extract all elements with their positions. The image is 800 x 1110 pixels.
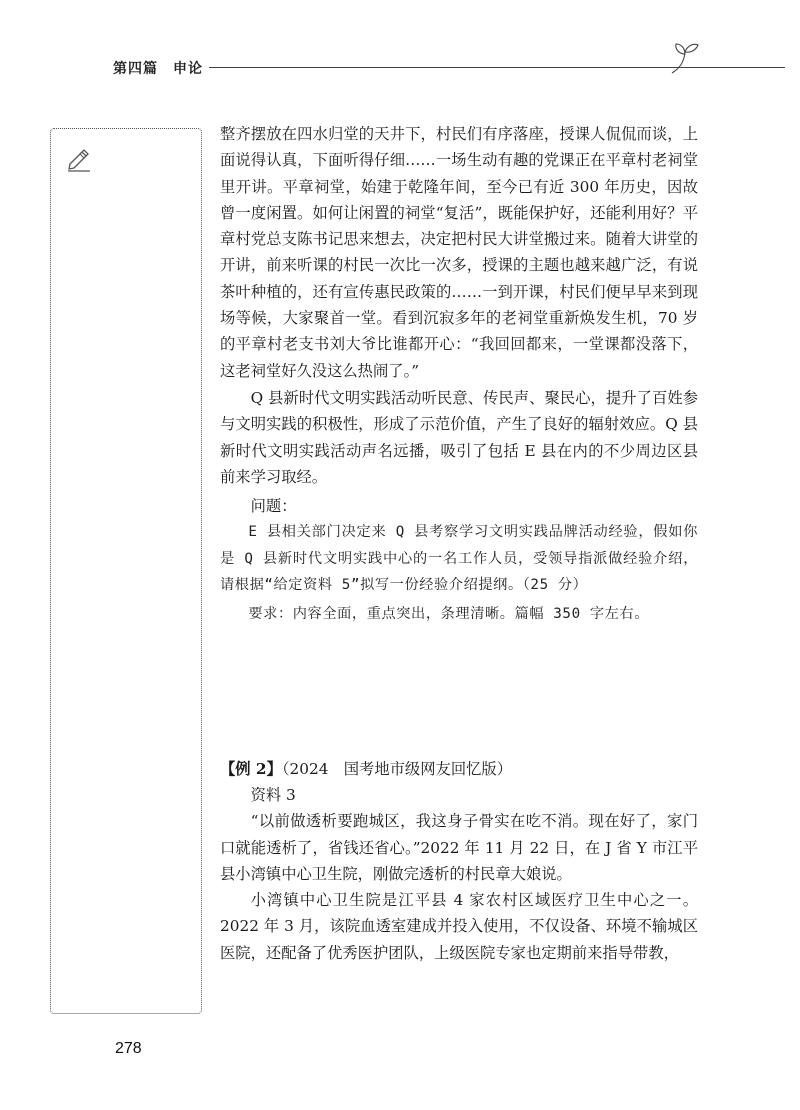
notes-sidebar bbox=[50, 128, 202, 1014]
sprout-icon bbox=[670, 40, 700, 74]
page-number: 278 bbox=[115, 1040, 142, 1057]
pencil-icon bbox=[65, 145, 93, 173]
chapter-title: 第四篇 申论 bbox=[113, 61, 203, 77]
running-header bbox=[113, 58, 713, 82]
paragraph-q-county: Q 县新时代文明实践活动听民意、传民声、聚民心，提升了百姓参与文明实践的积极性，形成了示范价值，产生了良好的辐射效应。Q 县新时代文明实践活动声名远播，吸引了包括 E 县在内的不少周边区县前来学习取经。 bbox=[220, 388, 698, 486]
question-text: E 县相关部门决定来 Q 县考察学习文明实践品牌活动经验，假如你是 Q 县新时代文明实践中心的一名工作人员，受领导指派做经验介绍，请根据“给定资料 5”拟写一份经验介绍提纲。（25 分） bbox=[220, 524, 698, 594]
paragraph-continued: 整齐摆放在四水归堂的天井下，村民们有序落座，授课人侃侃而谈，上面说得认真，下面听得仔细……一场生动有趣的党课正在平章村老祠堂里开讲。平章祠堂，始建于乾隆年间，至今已有近 300 年历史，因故曾一度闲置。如何让闲置的祠堂“复活”，既能保护好，还能利用好？平章村党总支陈书记思来想去，决定把村民大讲堂搬过来。随着大讲堂的开讲，前来听课的村民一次比一次多，授课的主题也越来越广泛，有说茶叶种植的，还有宣传惠民政策的……一到开课，村民们便早早来到现场等候，大家聚首一堂。看到沉寂多年的老祠堂重新焕发生机，70 岁的平章村老支书刘大爷比谁都开心：“我回回都来，一堂课都没落下，这老祠堂好久没这么热闹了。” bbox=[220, 125, 698, 380]
requirement-text: 要求：内容全面，重点突出，条理清晰。篇幅 350 字左右。 bbox=[248, 606, 650, 623]
example-number: 【例 2】 bbox=[220, 759, 282, 778]
main-content bbox=[220, 121, 698, 966]
paragraph-health-center: 小湾镇中心卫生院是江平县 4 家农村区域医疗卫生中心之一。2022 年 3 月，该院血透室建成并投入使用，不仅设备、环境不输城区医院，还配备了优秀医护团队，上级医院专家也定期前来指导带教， bbox=[220, 891, 698, 962]
material-label: 资料 3 bbox=[250, 785, 296, 804]
question-label: 问题： bbox=[250, 497, 297, 516]
example-heading bbox=[220, 756, 698, 782]
paragraph-dialysis-quote: “以前做透析要跑城区，我这身子骨实在吃不消。现在好了，家门口就能透析了，省钱还省心。”2022 年 11 月 22 日，在 J 省 Y 市江平县小湾镇中心卫生院，刚做完透析的村民章大娘说。 bbox=[220, 812, 698, 883]
example-source: （2024 国考地市级网友回忆版） bbox=[281, 759, 513, 778]
